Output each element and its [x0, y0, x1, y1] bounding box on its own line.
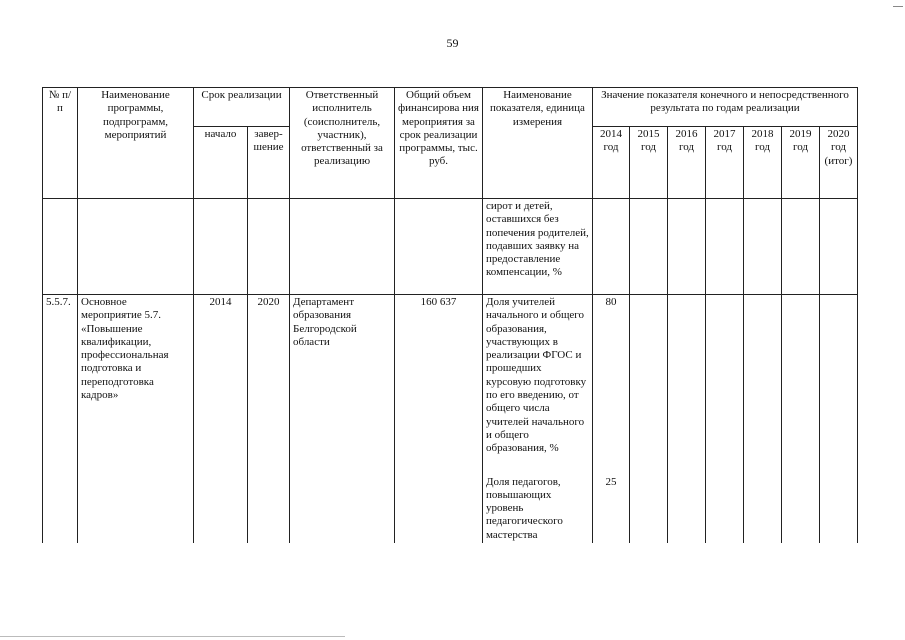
- row-num: 5.5.7.: [43, 295, 78, 544]
- row-indicator-1: Доля учителей начального и общего образования, участвующих в реализации ФГОС и прошедших курсовую подготовку по его введению, от общего числа учителей начального и общего образования, %: [483, 295, 593, 457]
- header-row-1: [43, 88, 858, 127]
- header-year: 2016 год: [668, 127, 706, 199]
- header-year: 2020 год (итог): [820, 127, 858, 199]
- scan-mark-top-right: [893, 6, 903, 7]
- header-indicator: Наименование показателя, единица измерения: [483, 88, 593, 199]
- row-indicator-2: Доля педагогов, повышающих уровень педагогического мастерства: [483, 475, 593, 543]
- header-name: Наименование программы, подпрограмм, мероприятий: [78, 88, 194, 199]
- row-value-2-2014: 25: [593, 475, 630, 543]
- row-finance: 160 637: [395, 295, 483, 544]
- page-number: 59: [446, 36, 459, 50]
- header-year: 2015 год: [630, 127, 668, 199]
- continuation-indicator: сирот и детей, оставшихся без попечения родителей, подавших заявку на предоставление компенсации, %: [483, 199, 593, 295]
- header-term-end: завер-шение: [248, 127, 290, 199]
- scan-mark-bottom-left: [0, 636, 345, 637]
- table-row: [43, 295, 858, 457]
- header-term-start: начало: [194, 127, 248, 199]
- continuation-row: [43, 199, 858, 295]
- header-year: 2018 год: [744, 127, 782, 199]
- header-responsible: Ответственный исполнитель (соисполнитель, участник), ответственный за реализацию: [290, 88, 395, 199]
- header-finance: Общий объем финансирова ния мероприятия за срок реализации программы, тыс. руб.: [395, 88, 483, 199]
- header-term: Срок реализации: [194, 88, 290, 127]
- header-values-title: Значение показателя конечного и непосредственного результата по годам реализации: [593, 88, 858, 127]
- header-year: 2017 год: [706, 127, 744, 199]
- header-year: 2019 год: [782, 127, 820, 199]
- header-num: № п/п: [43, 88, 78, 199]
- row-name: Основное мероприятие 5.7. «Повышение квалификации, профессиональная подготовка и переподготовка кадров»: [78, 295, 194, 544]
- program-table: [42, 87, 858, 543]
- row-end: 2020: [248, 295, 290, 544]
- row-value-1-2014: 80: [593, 295, 630, 457]
- row-start: 2014: [194, 295, 248, 544]
- row-responsible: Департамент образования Белгородской области: [290, 295, 395, 544]
- header-year: 2014 год: [593, 127, 630, 199]
